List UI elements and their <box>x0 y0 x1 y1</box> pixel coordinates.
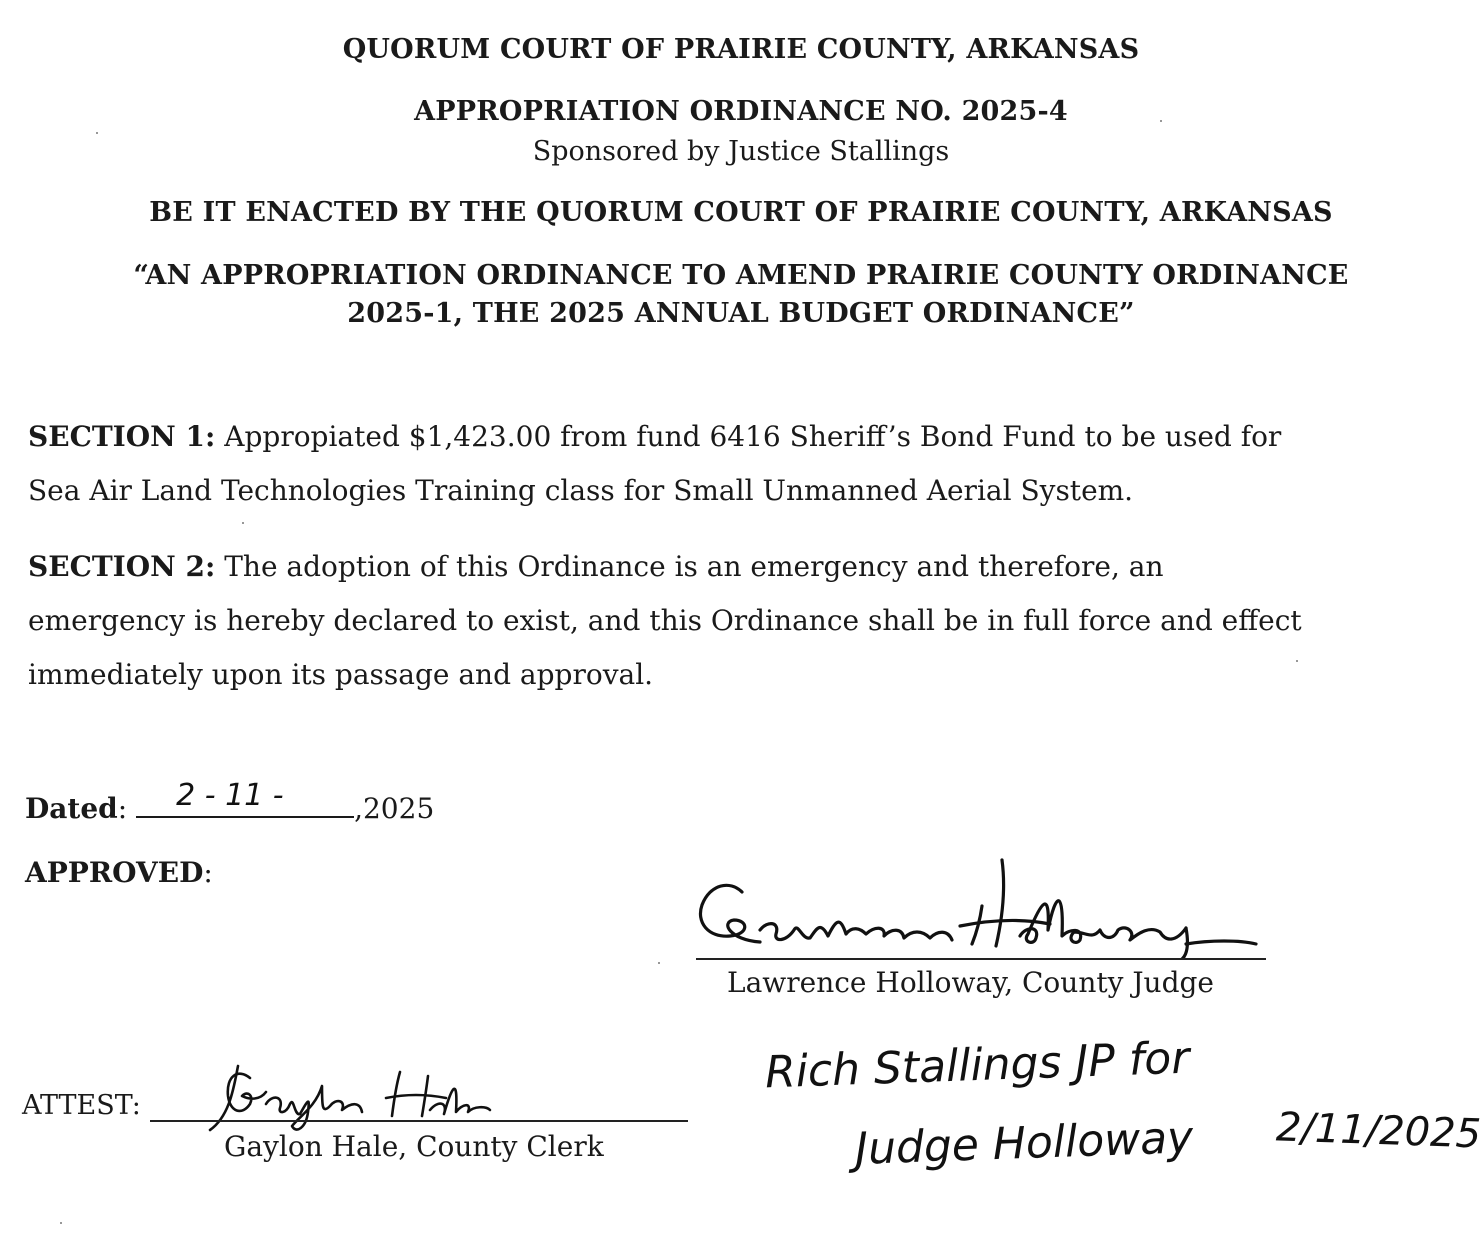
ordinance-title-line-2: 2025-1, THE 2025 ANNUAL BUDGET ORDINANCE” <box>347 298 1135 329</box>
judge-signature-line <box>696 958 1266 960</box>
proxy-signature-line-1: Rich Stallings JP for <box>764 1032 1191 1099</box>
handwritten-date: 2 - 11 - <box>176 778 284 813</box>
section-1 <box>28 410 1328 518</box>
scan-speck <box>242 522 244 524</box>
ordinance-number: APPROPRIATION ORDINANCE NO. 2025-4 <box>414 96 1068 127</box>
sponsor-line: Sponsored by Justice Stallings <box>532 136 950 167</box>
scan-speck <box>658 962 660 964</box>
approved-line <box>25 856 213 889</box>
dated-line <box>25 778 435 825</box>
clerk-printed-name: Gaylon Hale, County Clerk <box>224 1130 604 1163</box>
dated-colon: : <box>117 792 128 825</box>
attest-label: ATTEST: <box>22 1090 141 1121</box>
dated-label: Dated <box>25 792 118 825</box>
scan-speck <box>96 132 98 134</box>
section-2-text: The adoption of this Ordinance is an emergency and therefore, an emergency is hereby declared to exist, and this Ordinance shall be in full force and effect immediately upon its passage and approval. <box>28 550 1302 691</box>
approved-label: APPROVED <box>25 856 204 889</box>
judge-signature <box>690 850 1270 960</box>
section-1-label: SECTION 1: <box>28 420 216 453</box>
approved-colon: : <box>203 856 213 889</box>
scan-speck <box>60 1222 62 1224</box>
scan-speck <box>1160 120 1162 122</box>
proxy-date: 2/11/2025 <box>1275 1104 1482 1158</box>
clerk-signature <box>190 1056 530 1136</box>
section-2 <box>28 540 1328 702</box>
court-heading: QUORUM COURT OF PRAIRIE COUNTY, ARKANSAS <box>342 34 1140 65</box>
enactment-clause: BE IT ENACTED BY THE QUORUM COURT OF PRAIRIE COUNTY, ARKANSAS <box>149 197 1333 228</box>
dated-year: ,2025 <box>354 792 435 825</box>
scan-speck <box>1296 660 1298 662</box>
clerk-signature-line <box>150 1120 688 1122</box>
ordinance-title-line-1: “AN APPROPRIATION ORDINANCE TO AMEND PRAIRIE COUNTY ORDINANCE <box>133 260 1349 291</box>
section-2-label: SECTION 2: <box>28 550 216 583</box>
proxy-signature-line-2: Judge Holloway <box>854 1112 1194 1175</box>
judge-printed-name: Lawrence Holloway, County Judge <box>727 966 1214 999</box>
section-1-text: Appropiated $1,423.00 from fund 6416 Sheriff’s Bond Fund to be used for Sea Air Land Technologies Training class for Small Unmanned Aerial System. <box>28 420 1282 507</box>
date-blank <box>136 778 354 818</box>
